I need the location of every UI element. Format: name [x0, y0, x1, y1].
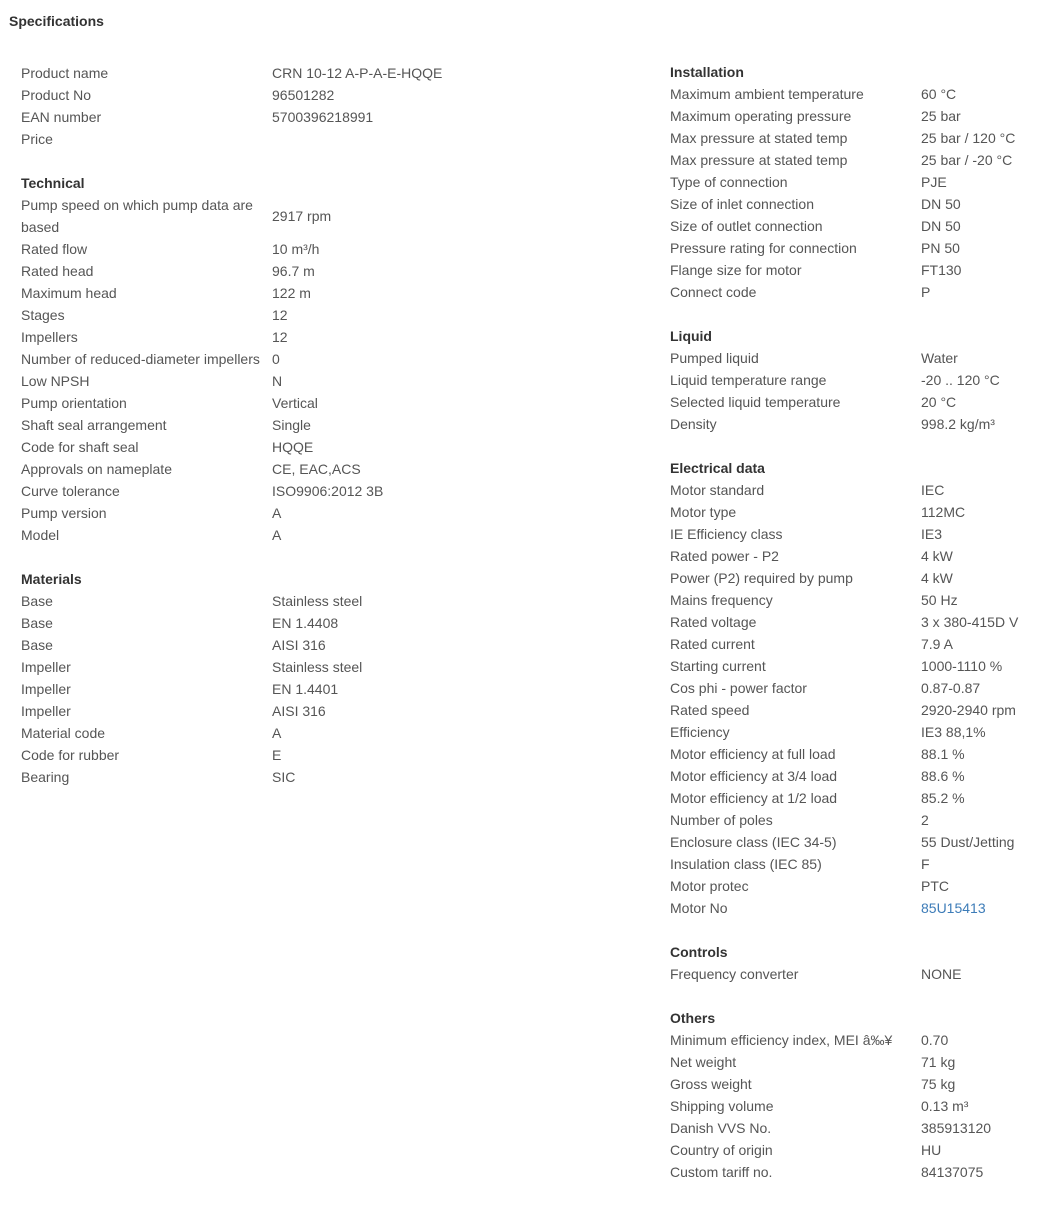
spec-value: EN 1.4401 — [272, 681, 339, 697]
materials-table — [21, 590, 481, 788]
spec-key: Pump speed on which pump data are based — [21, 197, 253, 235]
spec-row — [21, 700, 481, 722]
spec-row — [21, 348, 481, 370]
spec-value: 112MC — [921, 504, 966, 520]
spec-key: Rated speed — [670, 702, 750, 718]
spec-row — [670, 787, 1040, 809]
spec-row — [21, 766, 481, 788]
spec-row — [670, 281, 1040, 303]
spec-key: Starting current — [670, 658, 766, 674]
spec-value: N — [272, 373, 283, 389]
spec-value: 122 m — [272, 285, 311, 301]
spec-key: Pressure rating for connection — [670, 240, 857, 256]
spec-key: Cos phi - power factor — [670, 680, 807, 696]
spec-row — [670, 83, 1040, 105]
spec-value: AISI 316 — [272, 703, 326, 719]
spec-row — [21, 370, 481, 392]
spec-row — [21, 414, 481, 436]
section-title-electrical: Electrical data — [670, 460, 765, 476]
spec-row — [670, 611, 1040, 633]
spec-key: Minimum efficiency index, MEI â‰¥ — [670, 1032, 893, 1048]
electrical-table — [670, 479, 1040, 919]
spec-row — [670, 743, 1040, 765]
spec-value: 998.2 kg/m³ — [921, 416, 995, 432]
spec-value: 50 Hz — [921, 592, 958, 608]
spec-value — [272, 128, 481, 150]
installation-section — [670, 61, 1040, 303]
spec-key: Motor efficiency at 3/4 load — [670, 768, 838, 784]
spec-value: 2920-2940 rpm — [921, 702, 1016, 718]
spec-row — [670, 589, 1040, 611]
spec-value: IE3 — [921, 526, 943, 542]
spec-key: Bearing — [21, 769, 70, 785]
spec-row — [21, 524, 481, 546]
spec-row — [21, 392, 481, 414]
spec-key: Custom tariff no. — [670, 1164, 773, 1180]
spec-key: Material code — [21, 725, 106, 741]
spec-row — [21, 260, 481, 282]
spec-key: Rated power - P2 — [670, 548, 779, 564]
spec-row — [670, 633, 1040, 655]
spec-key: Selected liquid temperature — [670, 394, 841, 410]
spec-value: 4 kW — [921, 548, 953, 564]
spec-value: 25 bar / 120 °C — [921, 130, 1016, 146]
spec-row — [21, 194, 481, 238]
others-table — [670, 1029, 1040, 1183]
spec-value: 2917 rpm — [272, 208, 332, 224]
spec-key: Impeller — [21, 703, 71, 719]
liquid-table — [670, 347, 1040, 435]
spec-key: IE Efficiency class — [670, 526, 783, 542]
spec-key: Code for rubber — [21, 747, 120, 763]
spec-key: Rated voltage — [670, 614, 757, 630]
spec-key: Curve tolerance — [21, 483, 120, 499]
spec-row — [670, 1095, 1040, 1117]
spec-key: Code for shaft seal — [21, 439, 139, 455]
spec-value: 385913120 — [921, 1120, 992, 1136]
spec-value: 1000-1110 % — [921, 658, 1003, 674]
spec-value: SIC — [272, 769, 296, 785]
spec-value: 60 °C — [921, 86, 957, 102]
spec-row — [21, 722, 481, 744]
spec-key: Density — [670, 416, 717, 432]
spec-value: P — [921, 284, 931, 300]
spec-row — [21, 502, 481, 524]
spec-value: 88.6 % — [921, 768, 965, 784]
technical-table — [21, 194, 481, 546]
spec-key: Type of connection — [670, 174, 788, 190]
spec-key: Gross weight — [670, 1076, 752, 1092]
spec-value: 0.70 — [921, 1032, 949, 1048]
spec-row — [670, 1051, 1040, 1073]
spec-value: 12 — [272, 329, 288, 345]
spec-value: A — [272, 725, 282, 741]
spec-row — [670, 1029, 1040, 1051]
spec-key: Low NPSH — [21, 373, 90, 389]
spec-key: Base — [21, 593, 53, 609]
spec-row — [21, 106, 481, 128]
spec-row — [670, 259, 1040, 281]
spec-row — [670, 567, 1040, 589]
spec-key: Liquid temperature range — [670, 372, 827, 388]
spec-row — [670, 655, 1040, 677]
spec-key: Enclosure class (IEC 34-5) — [670, 834, 837, 850]
spec-key: Approvals on nameplate — [21, 461, 172, 477]
spec-value: 0 — [272, 351, 280, 367]
spec-row — [21, 590, 481, 612]
spec-value: 96501282 — [272, 87, 335, 103]
spec-value: Stainless steel — [272, 659, 363, 675]
spec-row — [670, 369, 1040, 391]
spec-key: Rated flow — [21, 241, 88, 257]
spec-value: 3 x 380-415D V — [921, 614, 1019, 630]
materials-section — [21, 568, 481, 788]
spec-row — [21, 612, 481, 634]
others-section — [670, 1007, 1040, 1183]
spec-row — [670, 413, 1040, 435]
spec-value: AISI 316 — [272, 637, 326, 653]
spec-key: Shipping volume — [670, 1098, 774, 1114]
spec-value: 85.2 % — [921, 790, 965, 806]
spec-value: 5700396218991 — [272, 109, 374, 125]
spec-key: Motor efficiency at full load — [670, 746, 836, 762]
motor-no-link[interactable]: 85U15413 — [921, 900, 986, 916]
spec-key: Number of reduced-diameter impellers — [21, 351, 260, 367]
spec-value: Single — [272, 417, 311, 433]
spec-value: IE3 88,1% — [921, 724, 986, 740]
spec-row — [21, 326, 481, 348]
spec-value: 7.9 A — [921, 636, 953, 652]
spec-row — [670, 215, 1040, 237]
spec-key: Base — [21, 637, 53, 653]
spec-row — [21, 128, 481, 150]
spec-value: Stainless steel — [272, 593, 363, 609]
spec-key: Pumped liquid — [670, 350, 759, 366]
spec-value: HQQE — [272, 439, 314, 455]
section-title-others: Others — [670, 1010, 716, 1026]
spec-value: E — [272, 747, 282, 763]
spec-key: Product No — [21, 87, 92, 103]
spec-key: Maximum ambient temperature — [670, 86, 864, 102]
spec-value: CE, EAC,ACS — [272, 461, 361, 477]
spec-key: Maximum head — [21, 285, 117, 301]
spec-row — [670, 127, 1040, 149]
spec-value: 88.1 % — [921, 746, 965, 762]
spec-row — [21, 304, 481, 326]
spec-row — [670, 479, 1040, 501]
spec-value: PJE — [921, 174, 947, 190]
spec-row — [670, 1161, 1040, 1183]
spec-value: DN 50 — [921, 218, 961, 234]
spec-row — [670, 237, 1040, 259]
spec-key: Pump orientation — [21, 395, 127, 411]
spec-key: Shaft seal arrangement — [21, 417, 167, 433]
spec-key: Country of origin — [670, 1142, 773, 1158]
spec-value: A — [272, 505, 282, 521]
spec-value: 10 m³/h — [272, 241, 320, 257]
spec-row — [670, 897, 1040, 919]
page-title: Specifications — [9, 13, 104, 29]
spec-key: Impeller — [21, 659, 71, 675]
spec-row — [21, 84, 481, 106]
spec-key: Power (P2) required by pump — [670, 570, 853, 586]
spec-key: Number of poles — [670, 812, 773, 828]
spec-value: Water — [921, 350, 958, 366]
left-column — [21, 62, 481, 810]
spec-value: 25 bar — [921, 108, 961, 124]
spec-value: 25 bar / -20 °C — [921, 152, 1013, 168]
spec-key: Product name — [21, 65, 109, 81]
spec-value: FT130 — [921, 262, 962, 278]
spec-key: Motor efficiency at 1/2 load — [670, 790, 838, 806]
controls-section — [670, 941, 1040, 985]
spec-key: Connect code — [670, 284, 757, 300]
spec-row — [21, 282, 481, 304]
installation-table — [670, 83, 1040, 303]
spec-value: 2 — [921, 812, 929, 828]
section-title-technical: Technical — [21, 175, 85, 191]
spec-row — [670, 1117, 1040, 1139]
spec-key: Flange size for motor — [670, 262, 802, 278]
spec-key: Danish VVS No. — [670, 1120, 772, 1136]
technical-section — [21, 172, 481, 546]
spec-key: Motor type — [670, 504, 737, 520]
spec-key: Rated head — [21, 263, 94, 279]
spec-row — [670, 149, 1040, 171]
spec-key: Max pressure at stated temp — [670, 130, 848, 146]
spec-value: PN 50 — [921, 240, 960, 256]
spec-row — [21, 678, 481, 700]
section-title-liquid: Liquid — [670, 328, 712, 344]
spec-row — [670, 677, 1040, 699]
spec-value: A — [272, 527, 282, 543]
spec-value: IEC — [921, 482, 945, 498]
spec-value: -20 .. 120 °C — [921, 372, 1000, 388]
spec-key: Efficiency — [670, 724, 730, 740]
spec-value: 20 °C — [921, 394, 957, 410]
spec-value: HU — [921, 1142, 942, 1158]
spec-key: Base — [21, 615, 53, 631]
spec-row — [670, 347, 1040, 369]
spec-row — [21, 238, 481, 260]
spec-value: NONE — [921, 966, 962, 982]
spec-key: Model — [21, 527, 60, 543]
spec-row — [670, 501, 1040, 523]
spec-key: Max pressure at stated temp — [670, 152, 848, 168]
spec-row — [670, 765, 1040, 787]
right-column — [670, 61, 1040, 1205]
spec-key: Motor standard — [670, 482, 765, 498]
spec-row — [670, 105, 1040, 127]
spec-row — [21, 744, 481, 766]
spec-value: PTC — [921, 878, 949, 894]
spec-value: EN 1.4408 — [272, 615, 339, 631]
spec-value: 84137075 — [921, 1164, 984, 1180]
spec-value: 4 kW — [921, 570, 953, 586]
spec-row — [670, 1073, 1040, 1095]
spec-key: Rated current — [670, 636, 755, 652]
spec-key: Motor protec — [670, 878, 749, 894]
spec-value: 71 kg — [921, 1054, 956, 1070]
spec-row — [670, 963, 1040, 985]
spec-key: EAN number — [21, 109, 102, 125]
spec-value: F — [921, 856, 930, 872]
spec-value: DN 50 — [921, 196, 961, 212]
spec-row — [670, 875, 1040, 897]
spec-row — [670, 171, 1040, 193]
spec-value: 12 — [272, 307, 288, 323]
spec-value — [921, 897, 1040, 919]
spec-key: Impeller — [21, 681, 71, 697]
spec-key: Impellers — [21, 329, 78, 345]
electrical-section — [670, 457, 1040, 919]
spec-key: Motor No — [670, 900, 728, 916]
spec-key: Price — [21, 131, 53, 147]
spec-value: 75 kg — [921, 1076, 956, 1092]
spec-value: 96.7 m — [272, 263, 315, 279]
spec-row — [21, 62, 481, 84]
spec-row — [670, 853, 1040, 875]
product-section — [21, 62, 481, 150]
spec-key: Net weight — [670, 1054, 737, 1070]
spec-key: Pump version — [21, 505, 107, 521]
spec-row — [21, 634, 481, 656]
spec-row — [670, 699, 1040, 721]
spec-row — [21, 656, 481, 678]
spec-value: Vertical — [272, 395, 318, 411]
spec-row — [21, 436, 481, 458]
spec-value: 55 Dust/Jetting — [921, 834, 1015, 850]
spec-key: Mains frequency — [670, 592, 773, 608]
spec-value: 0.13 m³ — [921, 1098, 969, 1114]
section-title-installation: Installation — [670, 64, 744, 80]
spec-key: Size of outlet connection — [670, 218, 823, 234]
section-title-controls: Controls — [670, 944, 728, 960]
spec-row — [670, 721, 1040, 743]
spec-row — [670, 391, 1040, 413]
spec-key: Size of inlet connection — [670, 196, 814, 212]
spec-value: ISO9906:2012 3B — [272, 483, 384, 499]
section-title-materials: Materials — [21, 571, 82, 587]
spec-row — [670, 523, 1040, 545]
spec-row — [21, 458, 481, 480]
spec-key: Frequency converter — [670, 966, 799, 982]
liquid-section — [670, 325, 1040, 435]
spec-key: Insulation class (IEC 85) — [670, 856, 822, 872]
controls-table — [670, 963, 1040, 985]
spec-row — [670, 809, 1040, 831]
spec-row — [670, 831, 1040, 853]
spec-row — [670, 545, 1040, 567]
spec-value: CRN 10-12 A-P-A-E-HQQE — [272, 65, 443, 81]
spec-row — [670, 1139, 1040, 1161]
spec-value: 0.87-0.87 — [921, 680, 981, 696]
spec-key: Stages — [21, 307, 65, 323]
spec-row — [670, 193, 1040, 215]
product-table — [21, 62, 481, 150]
spec-key: Maximum operating pressure — [670, 108, 852, 124]
spec-row — [21, 480, 481, 502]
